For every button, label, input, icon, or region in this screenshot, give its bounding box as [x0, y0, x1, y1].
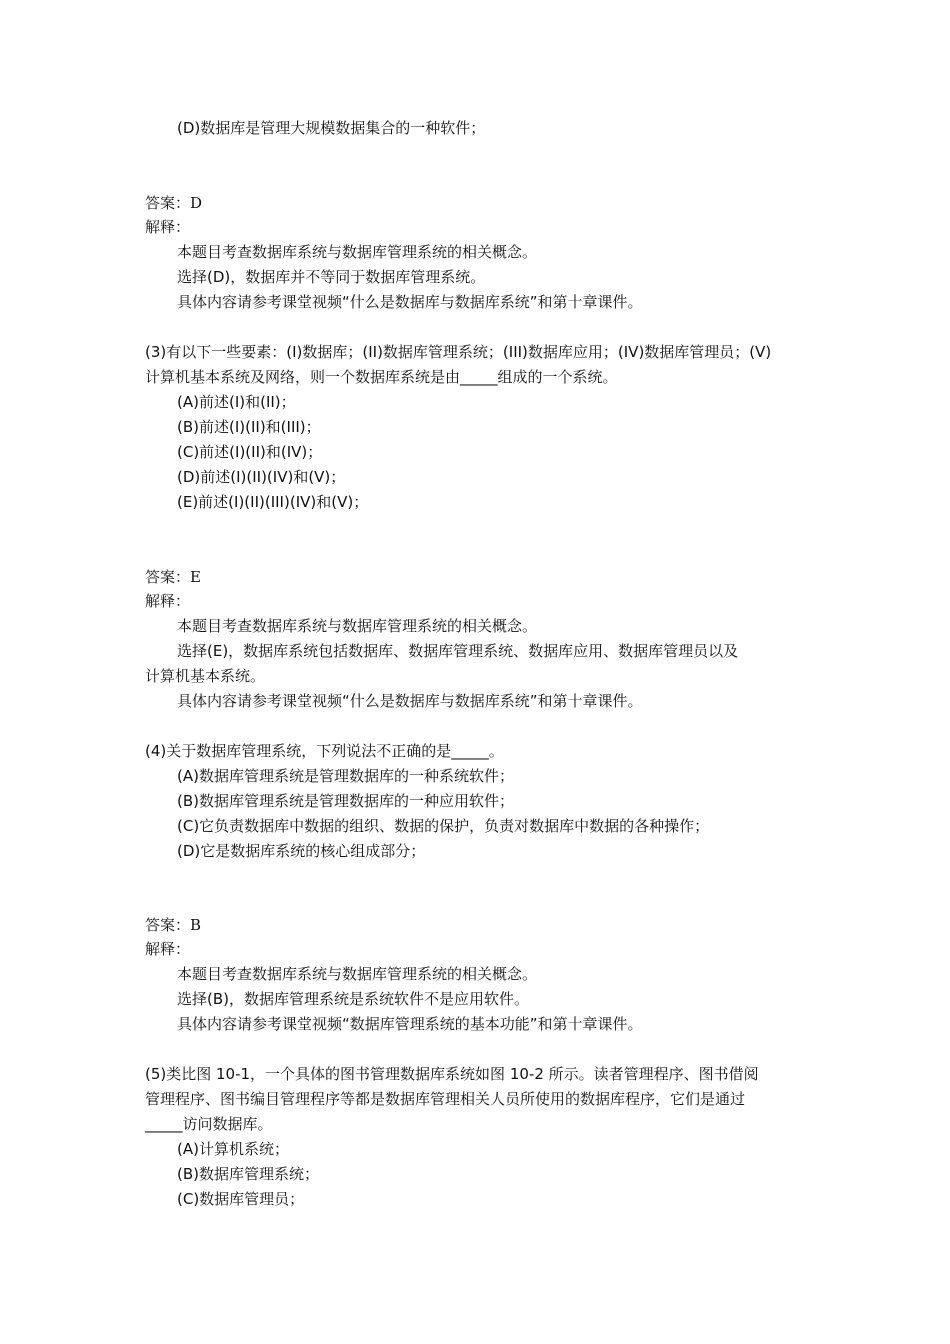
q3-explain-line: 本题目考查数据库系统与数据库管理系统的相关概念。: [177, 617, 538, 635]
q4-answer: 答案：B: [145, 916, 202, 934]
q4-explain-line: 选择(B)，数据库管理系统是系统软件不是应用软件。: [177, 990, 529, 1008]
q3-option: (A)前述(I)和(II)；: [177, 393, 296, 411]
q2-option-d: (D)数据库是管理大规模数据集合的一种软件；: [177, 119, 486, 137]
q2-explain-line: 具体内容请参考课堂视频“什么是数据库与数据库系统”和第十章课件。: [177, 293, 643, 311]
q2-explain-line: 选择(D)，数据库并不等同于数据库管理系统。: [177, 268, 486, 286]
q3-explain-label: 解释：: [145, 592, 191, 610]
q5-option: (B)数据库管理系统；: [177, 1165, 319, 1183]
q3-explain-line: 选择(E)，数据库系统包括数据库、数据库管理系统、数据库应用、数据库管理员以及: [177, 642, 739, 660]
q3-option: (E)前述(I)(II)(III)(IV)和(V)；: [177, 493, 369, 511]
q3-option: (D)前述(I)(II)(IV)和(V)；: [177, 468, 346, 486]
q4-explain-label: 解释：: [145, 940, 191, 958]
q2-explain-line: 本题目考查数据库系统与数据库管理系统的相关概念。: [177, 243, 538, 261]
q2-answer: 答案：D: [145, 194, 203, 212]
q5-stem-line: _____访问数据库。: [145, 1115, 273, 1133]
q3-option: (C)前述(I)(II)和(IV)；: [177, 443, 323, 461]
q2-explain-label: 解释：: [145, 218, 191, 236]
q5-stem-line: 管理程序、图书编目管理程序等都是数据库管理相关人员所使用的数据库程序，它们是通过: [145, 1090, 746, 1108]
q4-option: (B)数据库管理系统是管理数据库的一种应用软件；: [177, 792, 514, 810]
q5-option: (C)数据库管理员；: [177, 1190, 305, 1208]
q5-option: (A)计算机系统；: [177, 1140, 289, 1158]
q5-stem-line: (5)类比图 10-1，一个具体的图书管理数据库系统如图 10-2 所示。读者管理程序、图书借阅: [145, 1065, 759, 1083]
q3-explain-line: 具体内容请参考课堂视频“什么是数据库与数据库系统”和第十章课件。: [177, 692, 643, 710]
q4-option: (C)它负责数据库中数据的组织、数据的保护，负责对数据库中数据的各种操作；: [177, 817, 710, 835]
q3-stem-line: 计算机基本系统及网络，则一个数据库系统是由_____组成的一个系统。: [145, 368, 618, 386]
q4-explain-line: 具体内容请参考课堂视频“数据库管理系统的基本功能”和第十章课件。: [177, 1015, 643, 1033]
q3-explain-line: 计算机基本系统。: [145, 667, 266, 685]
q4-explain-line: 本题目考查数据库系统与数据库管理系统的相关概念。: [177, 965, 538, 983]
q3-option: (B)前述(I)(II)和(III)；: [177, 418, 321, 436]
q3-stem-line: (3)有以下一些要素：(I)数据库；(II)数据库管理系统；(III)数据库应用；(IV)数据库管理员；(V): [145, 343, 772, 361]
q4-option: (A)数据库管理系统是管理数据库的一种系统软件；: [177, 767, 514, 785]
q4-stem: (4)关于数据库管理系统，下列说法不正确的是_____。: [145, 742, 504, 760]
q3-answer: 答案：E: [145, 568, 201, 586]
q4-option: (D)它是数据库系统的核心组成部分；: [177, 842, 426, 860]
